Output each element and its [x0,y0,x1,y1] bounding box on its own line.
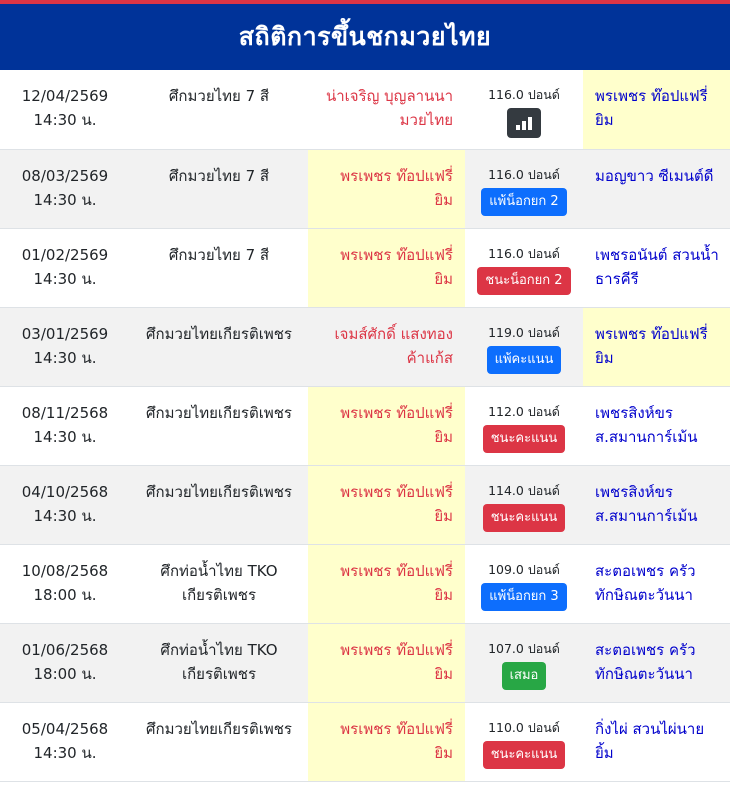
fight-date-cell [0,544,130,623]
blue-corner-fighter[interactable]: พรเพชร ท๊อปแฟรี่ [595,324,708,343]
fight-date-cell [0,702,130,781]
event-name: ศึกมวยไทยเกียรติเพชร [146,719,292,738]
result-badge: แพ้น็อกยก 3 [481,583,566,611]
blue-corner-fighter-line2[interactable]: ทักษิณตะวันนา [595,585,693,604]
event-name-line2: เกียรติเพชร [181,664,257,683]
weight-label: 107.0 ปอนด์ [488,640,560,656]
table-row [0,544,730,623]
fight-date: 01/06/2568 [21,640,109,659]
red-corner-fighter-line2[interactable]: ยิม [434,427,453,446]
red-corner-fighter[interactable]: พรเพชร ท๊อปแฟรี่ [340,719,453,738]
result-badge: ชนะน็อกยก 2 [477,267,570,295]
weight-label: 112.0 ปอนด์ [488,403,560,419]
table-row [0,228,730,307]
blue-corner-fighter-line2[interactable]: ยิม [595,111,614,129]
weight-label: 109.0 ปอนด์ [488,561,560,577]
weight-label: 116.0 ปอนด์ [488,166,560,182]
event-cell [130,149,308,228]
blue-corner-fighter[interactable]: สะตอเพชร ครัว [595,640,696,659]
red-corner-fighter-line2[interactable]: ยิม [434,269,453,288]
event-name: ศึกท่อน้ำไทย TKO [160,640,278,659]
fight-date-cell [0,307,130,386]
blue-corner-cell[interactable] [583,228,730,307]
event-name: ศึกมวยไทยเกียรติเพชร [146,403,292,422]
blue-corner-cell[interactable] [583,623,730,702]
result-cell [465,149,583,228]
event-cell [130,307,308,386]
event-name: ศึกมวยไทยเกียรติเพชร [146,482,292,501]
blue-corner-fighter[interactable]: มอญขาว ซีเมนต์ดี [595,166,714,185]
fight-date-cell [0,386,130,465]
fight-date: 12/04/2569 [21,87,109,105]
blue-corner-fighter[interactable]: เพชรสิงห์ขร [595,482,673,501]
weight-label: 119.0 ปอนด์ [488,324,560,340]
fight-date: 10/08/2568 [21,561,109,580]
fight-time: 14:30 น. [33,269,97,288]
event-name: ศึกมวยไทย 7 สี [168,87,270,105]
fight-date: 03/01/2569 [21,324,109,343]
blue-corner-fighter-line2[interactable]: ทักษิณตะวันนา [595,664,693,683]
fight-time: 14:30 น. [33,743,97,762]
event-cell [130,386,308,465]
event-name: ศึกมวยไทยเกียรติเพชร [146,324,292,343]
weight-label: 116.0 ปอนด์ [488,245,560,261]
blue-corner-fighter[interactable]: เพชรอนันต์ สวนน้ำ [595,245,719,264]
event-cell [130,228,308,307]
fight-date: 08/03/2569 [21,166,109,185]
blue-corner-cell[interactable] [583,544,730,623]
red-corner-cell[interactable] [308,228,465,307]
blue-corner-cell[interactable] [583,386,730,465]
fight-date-cell [0,70,130,149]
blue-corner-fighter[interactable]: พรเพชร ท๊อปแฟรี่ [595,87,708,105]
weight-label: 114.0 ปอนด์ [488,482,560,498]
red-corner-fighter-line2[interactable]: ยิม [434,190,453,209]
blue-corner-fighter-line2[interactable]: ยิ้ม [595,743,614,762]
event-cell [130,623,308,702]
blue-corner-fighter[interactable]: กิ่งไผ่ สวนไผ่นาย [595,719,705,738]
blue-corner-fighter-line2[interactable]: ส.สมานการ์เม้น [595,506,698,525]
result-cell [465,386,583,465]
fight-time: 14:30 น. [33,348,97,367]
result-cell [465,702,583,781]
blue-corner-fighter[interactable]: เพชรสิงห์ขร [595,403,673,422]
event-name: ศึกท่อน้ำไทย TKO [160,561,278,580]
table-row [0,465,730,544]
fight-time: 18:00 น. [33,585,97,604]
fight-time: 14:30 น. [33,111,97,129]
red-corner-cell[interactable] [308,465,465,544]
event-name: ศึกมวยไทย 7 สี [168,245,270,264]
blue-corner-fighter-line2[interactable]: ส.สมานการ์เม้น [595,427,698,446]
result-cell [465,307,583,386]
fight-date-cell [0,149,130,228]
red-corner-cell[interactable] [308,386,465,465]
red-corner-fighter[interactable]: น่าเจริญ บุญลานนา [325,87,453,105]
fight-date: 05/04/2568 [21,719,109,738]
fight-time: 14:30 น. [33,427,97,446]
blue-corner-cell[interactable] [583,465,730,544]
event-cell [130,702,308,781]
fight-date-cell [0,465,130,544]
fight-time: 14:30 น. [33,506,97,525]
event-cell [130,544,308,623]
fight-date: 01/02/2569 [21,245,109,264]
table-row [0,70,730,149]
red-corner-cell[interactable] [308,149,465,228]
fight-date-cell [0,228,130,307]
weight-label: 110.0 ปอนด์ [488,719,560,735]
red-corner-fighter[interactable]: พรเพชร ท๊อปแฟรี่ [340,482,453,501]
red-corner-fighter-line2[interactable]: ค้าแก้ส [406,348,453,367]
fight-date: 04/10/2568 [21,482,109,501]
red-corner-fighter-line2[interactable]: ยิม [434,585,453,604]
red-corner-fighter[interactable]: เจมส์ศักดิ์ แสงทอง [334,324,453,343]
result-badge: เสมอ [502,662,547,690]
table-row [0,149,730,228]
red-corner-fighter[interactable]: พรเพชร ท๊อปแฟรี่ [340,166,453,185]
red-corner-cell[interactable] [308,544,465,623]
fight-time: 14:30 น. [33,190,97,209]
blue-corner-fighter-line2[interactable]: ธารคีรี [595,269,639,288]
fight-date-cell [0,623,130,702]
result-badge: แพ้น็อกยก 2 [481,188,566,216]
table-row [0,623,730,702]
fight-date: 08/11/2568 [21,403,109,422]
red-corner-fighter-line2[interactable]: ยิม [434,743,453,762]
event-cell [130,465,308,544]
result-badge: แพ้คะแนน [487,346,562,374]
red-corner-fighter[interactable]: พรเพชร ท๊อปแฟรี่ [340,403,453,422]
red-corner-cell[interactable] [308,307,465,386]
result-badge: ชนะคะแนน [483,504,566,532]
red-corner-fighter-line2[interactable]: ยิม [434,664,453,683]
table-row [0,702,730,781]
blue-corner-cell[interactable] [583,70,730,149]
table-row [0,307,730,386]
result-badge: ชนะคะแนน [483,425,566,453]
result-cell [465,544,583,623]
blue-corner-cell[interactable] [583,149,730,228]
red-corner-fighter[interactable]: พรเพชร ท๊อปแฟรี่ [340,561,453,580]
event-cell [130,70,308,149]
result-cell [465,70,583,149]
result-cell [465,228,583,307]
red-corner-cell[interactable] [308,702,465,781]
red-corner-fighter[interactable]: พรเพชร ท๊อปแฟรี่ [340,245,453,264]
table-row [0,386,730,465]
page-title: สถิติการขึ้นชกมวยไทย [238,22,492,51]
red-corner-cell[interactable] [308,70,465,149]
result-cell [465,465,583,544]
event-name: ศึกมวยไทย 7 สี [168,166,270,185]
event-name-line2: เกียรติเพชร [181,585,257,604]
result-cell [465,623,583,702]
red-corner-fighter-line2[interactable]: มวยไทย [399,111,453,129]
blue-corner-fighter[interactable]: สะตอเพชร ครัว [595,561,696,580]
red-corner-cell[interactable] [308,623,465,702]
blue-corner-cell[interactable] [583,307,730,386]
blue-corner-fighter-line2[interactable]: ยิม [595,348,614,367]
fight-history-table [0,70,730,782]
page-header [0,4,730,70]
weight-label: 116.0 ปอนด์ [488,87,560,102]
red-corner-fighter-line2[interactable]: ยิม [434,506,453,525]
red-corner-fighter[interactable]: พรเพชร ท๊อปแฟรี่ [340,640,453,659]
blue-corner-cell[interactable] [583,702,730,781]
fight-time: 18:00 น. [33,664,97,683]
bar-chart-icon[interactable] [507,108,541,138]
result-badge: ชนะคะแนน [483,741,566,769]
